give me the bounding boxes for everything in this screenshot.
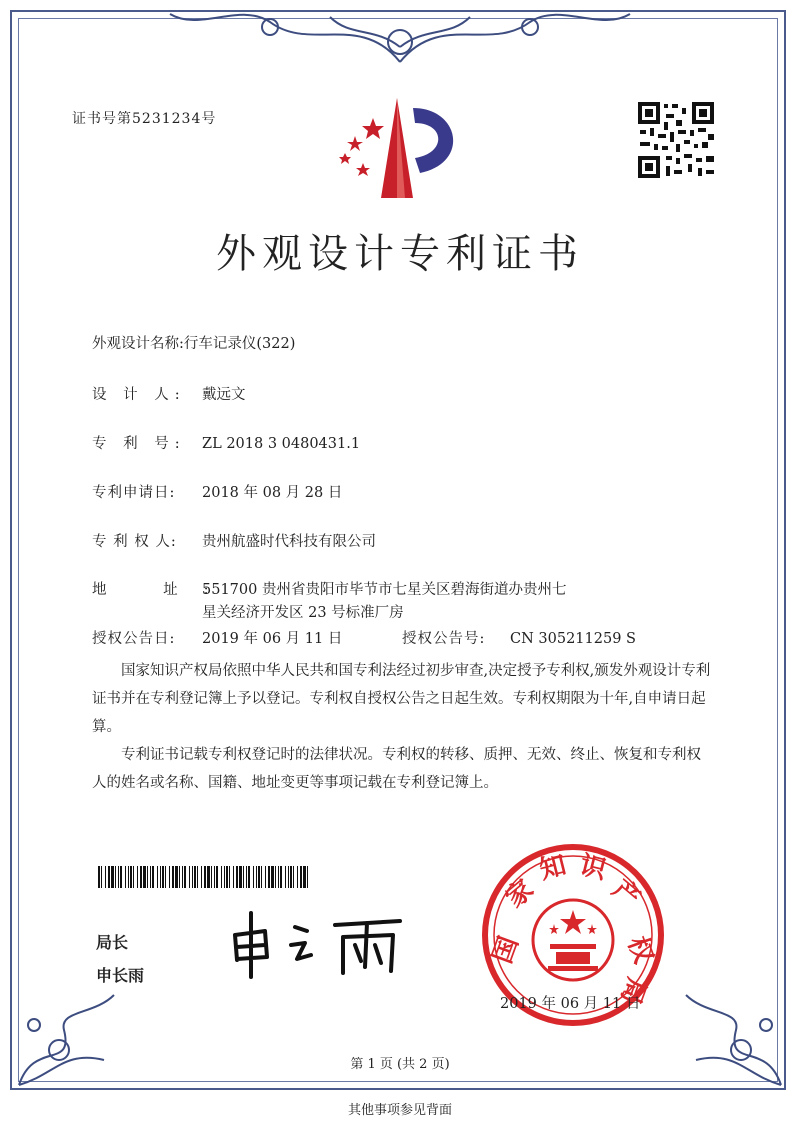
announcement-date-field bbox=[92, 627, 342, 648]
barcode-bar bbox=[307, 866, 308, 888]
barcode-bar bbox=[239, 866, 242, 888]
barcode-bar bbox=[201, 866, 202, 888]
patent-number-field bbox=[92, 432, 360, 453]
director-signature-icon bbox=[225, 905, 415, 980]
page-number: 第 1 页 (共 2 页) bbox=[350, 1057, 450, 1072]
barcode-bar bbox=[246, 866, 247, 888]
barcode-bar bbox=[303, 866, 306, 888]
design-name-field bbox=[92, 332, 295, 353]
barcode-bar bbox=[175, 866, 178, 888]
barcode-bar bbox=[169, 866, 170, 888]
barcode-bar bbox=[189, 866, 190, 888]
barcode-bar bbox=[182, 866, 183, 888]
footer-note: 其他事项参见背面 bbox=[347, 1103, 452, 1118]
barcode-bar bbox=[162, 866, 164, 888]
barcode-bar bbox=[98, 866, 100, 888]
application-date-value: 2018 年 08 月 28 日 bbox=[202, 485, 343, 501]
seal-char-7: 局 bbox=[614, 973, 652, 1009]
certificate-number: 证书号第5231234号 bbox=[72, 111, 217, 127]
barcode-bar bbox=[290, 866, 292, 888]
barcode-bar bbox=[285, 866, 286, 888]
barcode-bar bbox=[111, 866, 114, 888]
barcode-bar bbox=[261, 866, 262, 888]
seal-char-6: 权 bbox=[621, 932, 659, 968]
barcode-bar bbox=[233, 866, 234, 888]
address-line2-field bbox=[202, 601, 404, 622]
barcode-bar bbox=[137, 866, 138, 888]
address-field bbox=[92, 578, 566, 599]
announcement-date-value: 2019 年 06 月 11 日 bbox=[202, 631, 343, 647]
designer-field bbox=[92, 383, 246, 404]
barcode-bar bbox=[258, 866, 260, 888]
barcode-bar bbox=[108, 866, 110, 888]
bottom-left-ornament-icon bbox=[14, 990, 124, 1090]
barcode-bar bbox=[130, 866, 132, 888]
design-name-label: 外观设计名称: bbox=[92, 336, 184, 352]
barcode-bar bbox=[105, 866, 106, 888]
barcode-bar bbox=[150, 866, 151, 888]
barcode-bar bbox=[253, 866, 254, 888]
patentee-field bbox=[92, 530, 376, 551]
barcode-bar bbox=[140, 866, 142, 888]
announcement-date-label: 授权公告日: bbox=[92, 631, 176, 647]
barcode-bar bbox=[118, 866, 119, 888]
address-label: 地 址: bbox=[92, 582, 235, 598]
barcode-bar bbox=[165, 866, 166, 888]
barcode-bar bbox=[128, 866, 129, 888]
barcode-bar bbox=[125, 866, 126, 888]
barcode-bar bbox=[101, 866, 102, 888]
barcode-bar bbox=[157, 866, 158, 888]
barcode-bar bbox=[280, 866, 282, 888]
address-value-line1: 551700 贵州省贵阳市毕节市七星关区碧海街道办贵州七 bbox=[202, 582, 567, 598]
barcode-bar bbox=[271, 866, 274, 888]
announcement-number-value: CN 305211259 S bbox=[510, 631, 636, 647]
barcode-bar bbox=[226, 866, 228, 888]
barcode-bar bbox=[265, 866, 266, 888]
designer-label: 设 计 人: bbox=[92, 387, 186, 403]
seal-char-5: 产 bbox=[606, 874, 646, 914]
director-name: 申长雨 bbox=[96, 966, 145, 985]
barcode-bar bbox=[275, 866, 276, 888]
barcode-bar bbox=[194, 866, 196, 888]
barcode-bar bbox=[300, 866, 302, 888]
patentee-label: 专 利 权 人: bbox=[92, 534, 177, 550]
top-ornament-icon bbox=[160, 2, 640, 72]
patent-office-logo-icon bbox=[335, 88, 475, 203]
barcode-bar bbox=[288, 866, 289, 888]
address-value-line2: 星关经济开发区 23 号标准厂房 bbox=[202, 605, 404, 621]
application-date-label: 专利申请日: bbox=[92, 485, 176, 501]
qr-code-icon bbox=[636, 100, 716, 180]
barcode-bar bbox=[133, 866, 134, 888]
barcode-bar bbox=[229, 866, 230, 888]
barcode-bar bbox=[192, 866, 193, 888]
barcode-bar bbox=[204, 866, 206, 888]
barcode-bar bbox=[184, 866, 186, 888]
announcement-number-field bbox=[402, 627, 636, 648]
barcode-bar bbox=[120, 866, 122, 888]
designer-value: 戴远文 bbox=[202, 387, 246, 403]
barcode-bar bbox=[278, 866, 279, 888]
legal-status-paragraph: 专利证书记载专利权登记时的法律状况。专利权的转移、质押、无效、终止、恢复和专利权人的姓名或名称、国籍、地址变更等事项记载在专利登记簿上。 bbox=[92, 747, 701, 791]
barcode-bar bbox=[147, 866, 148, 888]
barcode-bar bbox=[224, 866, 225, 888]
patent-number-value: ZL 2018 3 0480431.1 bbox=[202, 436, 361, 452]
barcode-bar bbox=[143, 866, 146, 888]
barcode-bar bbox=[268, 866, 270, 888]
barcode-bar bbox=[221, 866, 222, 888]
barcode-bar bbox=[216, 866, 218, 888]
seal-char-4: 识 bbox=[576, 850, 610, 886]
bottom-right-ornament-icon bbox=[676, 990, 786, 1090]
barcode-bar bbox=[236, 866, 238, 888]
announcement-number-label: 授权公告号: bbox=[402, 631, 486, 647]
barcode-bar bbox=[115, 866, 116, 888]
seal-char-1: 国 bbox=[487, 932, 525, 968]
design-name-value: 行车记录仪(322) bbox=[183, 336, 296, 352]
barcode-bar bbox=[179, 866, 180, 888]
barcode-bar bbox=[152, 866, 154, 888]
barcode-bar bbox=[243, 866, 244, 888]
seal-char-3: 知 bbox=[536, 850, 570, 886]
application-date-field bbox=[92, 481, 342, 502]
barcode-bar bbox=[207, 866, 210, 888]
barcode-bar bbox=[248, 866, 250, 888]
barcode-bar bbox=[293, 866, 294, 888]
page-title: 外观设计专利证书 bbox=[216, 231, 584, 277]
barcode-bar bbox=[211, 866, 212, 888]
barcode-bar bbox=[172, 866, 174, 888]
patentee-value: 贵州航盛时代科技有限公司 bbox=[202, 534, 376, 550]
barcode-bar bbox=[297, 866, 298, 888]
barcode-bar bbox=[160, 866, 161, 888]
grant-paragraph: 国家知识产权局依照中华人民共和国专利法经过初步审查,决定授予专利权,颁发外观设计专利证书并在专利登记簿上予以登记。专利权自授权公告之日起生效。专利权期限为十年,自申请日起算。 bbox=[92, 663, 711, 735]
barcode-bar bbox=[197, 866, 198, 888]
director-title: 局长 bbox=[96, 933, 129, 952]
seal-char-2: 家 bbox=[500, 874, 540, 914]
barcode-icon bbox=[98, 866, 310, 888]
barcode-bar bbox=[256, 866, 257, 888]
patent-number-label: 专 利 号: bbox=[92, 436, 186, 452]
seal-date: 2019 年 06 月 11 日 bbox=[500, 996, 641, 1012]
barcode-bar bbox=[214, 866, 215, 888]
